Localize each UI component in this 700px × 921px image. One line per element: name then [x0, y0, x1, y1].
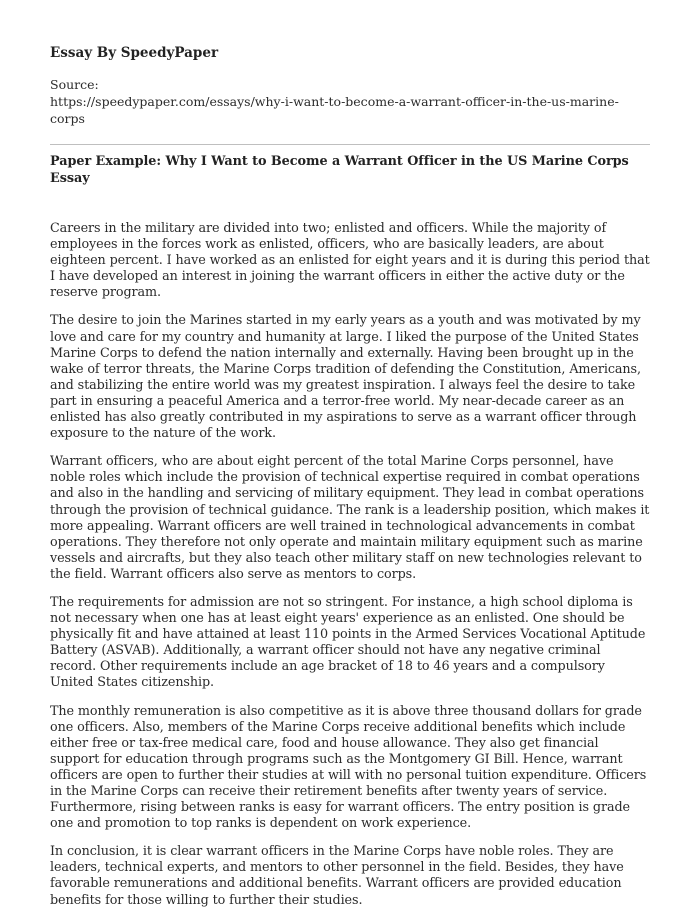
essay-paragraph: In conclusion, it is clear warrant officers in the Marine Corps have noble roles. They are leaders, technical experts, and mentors to other personnel in the field. Besides, they have favorable remunerations and additional benefits. Warrant officers are provided education benefits for those willing to further their studies. — [50, 844, 624, 908]
source-label: Source: — [50, 77, 99, 92]
header-divider — [50, 144, 650, 145]
essay-paragraph: Warrant officers, who are about eight percent of the total Marine Corps personnel, have noble roles which include the provision of technical expertise required in combat operations and also in the handling and servicing of military equipment. They lead in combat operations through the provision of technical guidance. The rank is a leadership position, which makes it more appealing. Warrant officers are well trained in technological advancements in combat operations. They therefore not only operate and maintain military equipment such as marine vessels and aircrafts, but they also teach other military staff on new technologies relevant to the field. Warrant officers also serve as mentors to corps. — [50, 454, 650, 582]
essay-paragraph: The desire to join the Marines started in my early years as a youth and was motivated by my love and care for my country and humanity at large. I liked the purpose of the United States Marine Corps to defend the nation internally and externally. Having been brought up in the wake of terror threats, the Marine Corps tradition of defending the Constitution, Americans, and stabilizing the entire world was my greatest inspiration. I always feel the desire to take part in ensuring a peaceful America and a terror-free world. My near-decade career as an enlisted has also greatly contributed in my aspirations to serve as a warrant officer through exposure to the nature of the work. — [50, 313, 641, 442]
brand-heading: Essay By SpeedyPaper — [50, 45, 219, 61]
essay-body — [50, 221, 650, 909]
essay-paragraph: The requirements for admission are not so stringent. For instance, a high school diploma is not necessary when one has at least eight years' experience as an enlisted. One should be physically fit and have attained at least 110 points in the Armed Services Vocational Aptitude Battery (ASVAB). Additionally, a warrant officer should not have any negative criminal record. Other requirements include an age bracket of 18 to 46 years and a compulsory United States citizenship. — [50, 594, 646, 691]
essay-paragraph: The monthly remuneration is also competitive as it is above three thousand dollars for grade one officers. Also, members of the Marine Corps receive additional benefits which include either free or tax-free medical care, food and house allowance. They also get financial support for education through programs such as the Montgomery GI Bill. Hence, warrant officers are open to further their studies at will with no personal tuition expenditure. Officers in the Marine Corps can receive their retirement benefits after twenty years of service. Furthermore, rising between ranks is easy for warrant officers. The entry position is grade one and promotion to top ranks is dependent on work experience. — [50, 703, 647, 832]
essay-paragraph: Careers in the military are divided into two; enlisted and officers. While the majority of employees in the forces work as enlisted, officers, who are basically leaders, are about eighteen percent. I have worked as an enlisted for eight years and it is during this period that I have developed an interest in joining the warrant officers in either the active duty or the reserve program. — [50, 221, 650, 301]
source-url: https://speedypaper.com/essays/why-i-want-to-become-a-warrant-officer-in-the-us-marine-corps — [50, 94, 619, 126]
document-page — [50, 0, 650, 921]
document-header — [50, 0, 650, 127]
essay-title: Paper Example: Why I Want to Become a Warrant Officer in the US Marine Corps Essay — [50, 154, 629, 186]
